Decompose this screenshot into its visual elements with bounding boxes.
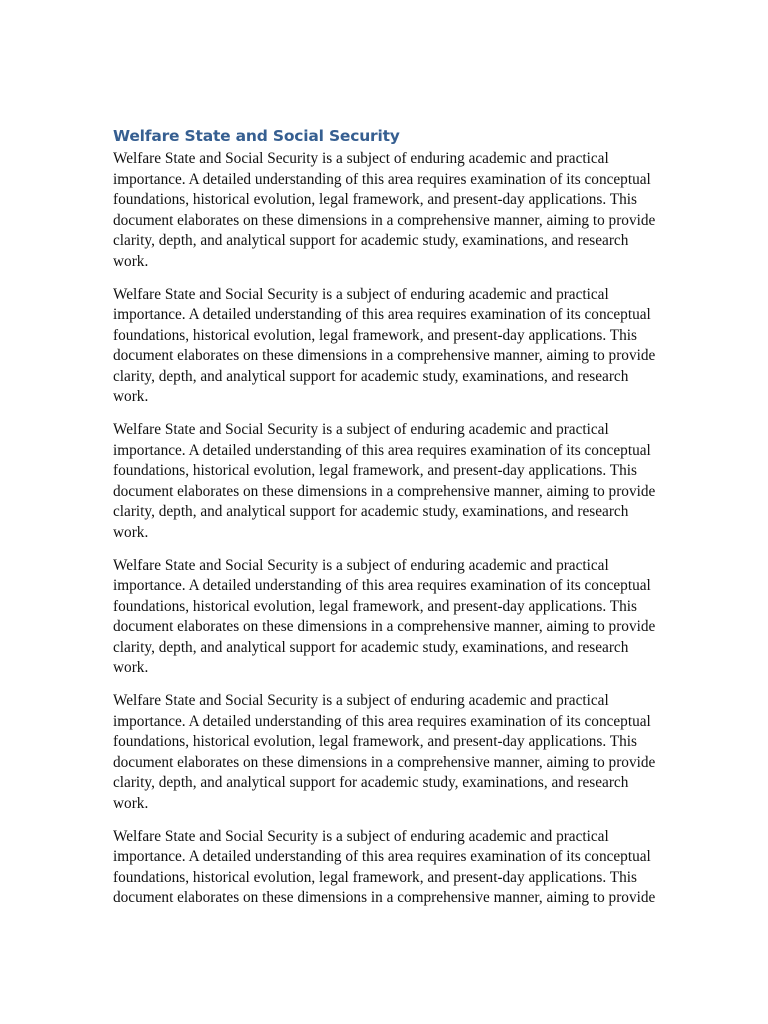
paragraph-line: importance. A detailed understanding of this area requires examination of its conceptual <box>113 170 651 188</box>
paragraph-line: work. <box>113 252 149 270</box>
paragraph-line: clarity, depth, and analytical support for academic study, examinations, and research <box>113 503 629 520</box>
paragraph-line: Welfare State and Social Security is a subject of enduring academic and practical <box>113 150 609 167</box>
paragraph-line: clarity, depth, and analytical support for academic study, examinations, and research <box>113 367 629 385</box>
paragraph-line: Welfare State and Social Security is a subject of enduring academic and practical <box>113 556 609 574</box>
paragraph-line: importance. A detailed understanding of this area requires examination of its conceptual <box>113 441 651 459</box>
body-paragraph <box>113 827 658 909</box>
paragraph-line: foundations, historical evolution, legal framework, and present-day applications. This <box>113 462 637 479</box>
paragraph-line: document elaborates on these dimensions in a comprehensive manner, aiming to provide <box>113 211 656 229</box>
paragraph-line: foundations, historical evolution, legal framework, and present-day applications. This <box>113 733 637 750</box>
paragraph-line: foundations, historical evolution, legal framework, and present-day applications. This <box>113 868 637 886</box>
document-body <box>113 125 658 921</box>
paragraph-line: importance. A detailed understanding of this area requires examination of its conceptual <box>113 712 651 730</box>
paragraph-line: work. <box>113 523 149 541</box>
body-paragraph <box>113 691 658 814</box>
paragraph-list <box>113 149 658 909</box>
paragraph-line: importance. A detailed understanding of this area requires examination of its conceptual <box>113 306 651 323</box>
paragraph-line: document elaborates on these dimensions in a comprehensive manner, aiming to provide <box>113 482 656 500</box>
paragraph-line: foundations, historical evolution, legal framework, and present-day applications. This <box>113 597 637 615</box>
paragraph-line: document elaborates on these dimensions in a comprehensive manner, aiming to provide <box>113 889 656 906</box>
paragraph-line: Welfare State and Social Security is a subject of enduring academic and practical <box>113 421 609 438</box>
paragraph-line: clarity, depth, and analytical support for academic study, examinations, and research <box>113 232 629 249</box>
paragraph-line: clarity, depth, and analytical support for academic study, examinations, and research <box>113 774 629 791</box>
paragraph-line: work. <box>113 388 149 405</box>
paragraph-line: document elaborates on these dimensions in a comprehensive manner, aiming to provide <box>113 347 656 364</box>
paragraph-line: Welfare State and Social Security is a subject of enduring academic and practical <box>113 285 609 303</box>
body-paragraph <box>113 420 658 543</box>
paragraph-line: document elaborates on these dimensions in a comprehensive manner, aiming to provide <box>113 618 656 635</box>
paragraph-line: importance. A detailed understanding of this area requires examination of its conceptual <box>113 577 651 594</box>
paragraph-line: importance. A detailed understanding of this area requires examination of its conceptual <box>113 848 651 865</box>
paragraph-line: foundations, historical evolution, legal framework, and present-day applications. This <box>113 191 637 208</box>
body-paragraph <box>113 149 658 272</box>
paragraph-line: document elaborates on these dimensions in a comprehensive manner, aiming to provide <box>113 753 656 771</box>
paragraph-line: Welfare State and Social Security is a subject of enduring academic and practical <box>113 692 609 709</box>
paragraph-line: work. <box>113 794 149 812</box>
paragraph-line: foundations, historical evolution, legal framework, and present-day applications. This <box>113 326 637 344</box>
paragraph-line: clarity, depth, and analytical support for academic study, examinations, and research <box>113 638 629 656</box>
paragraph-line: work. <box>113 659 149 676</box>
paragraph-line: Welfare State and Social Security is a subject of enduring academic and practical <box>113 827 609 845</box>
body-paragraph <box>113 285 658 408</box>
document-heading: Welfare State and Social Security <box>113 127 400 145</box>
body-paragraph <box>113 556 658 679</box>
